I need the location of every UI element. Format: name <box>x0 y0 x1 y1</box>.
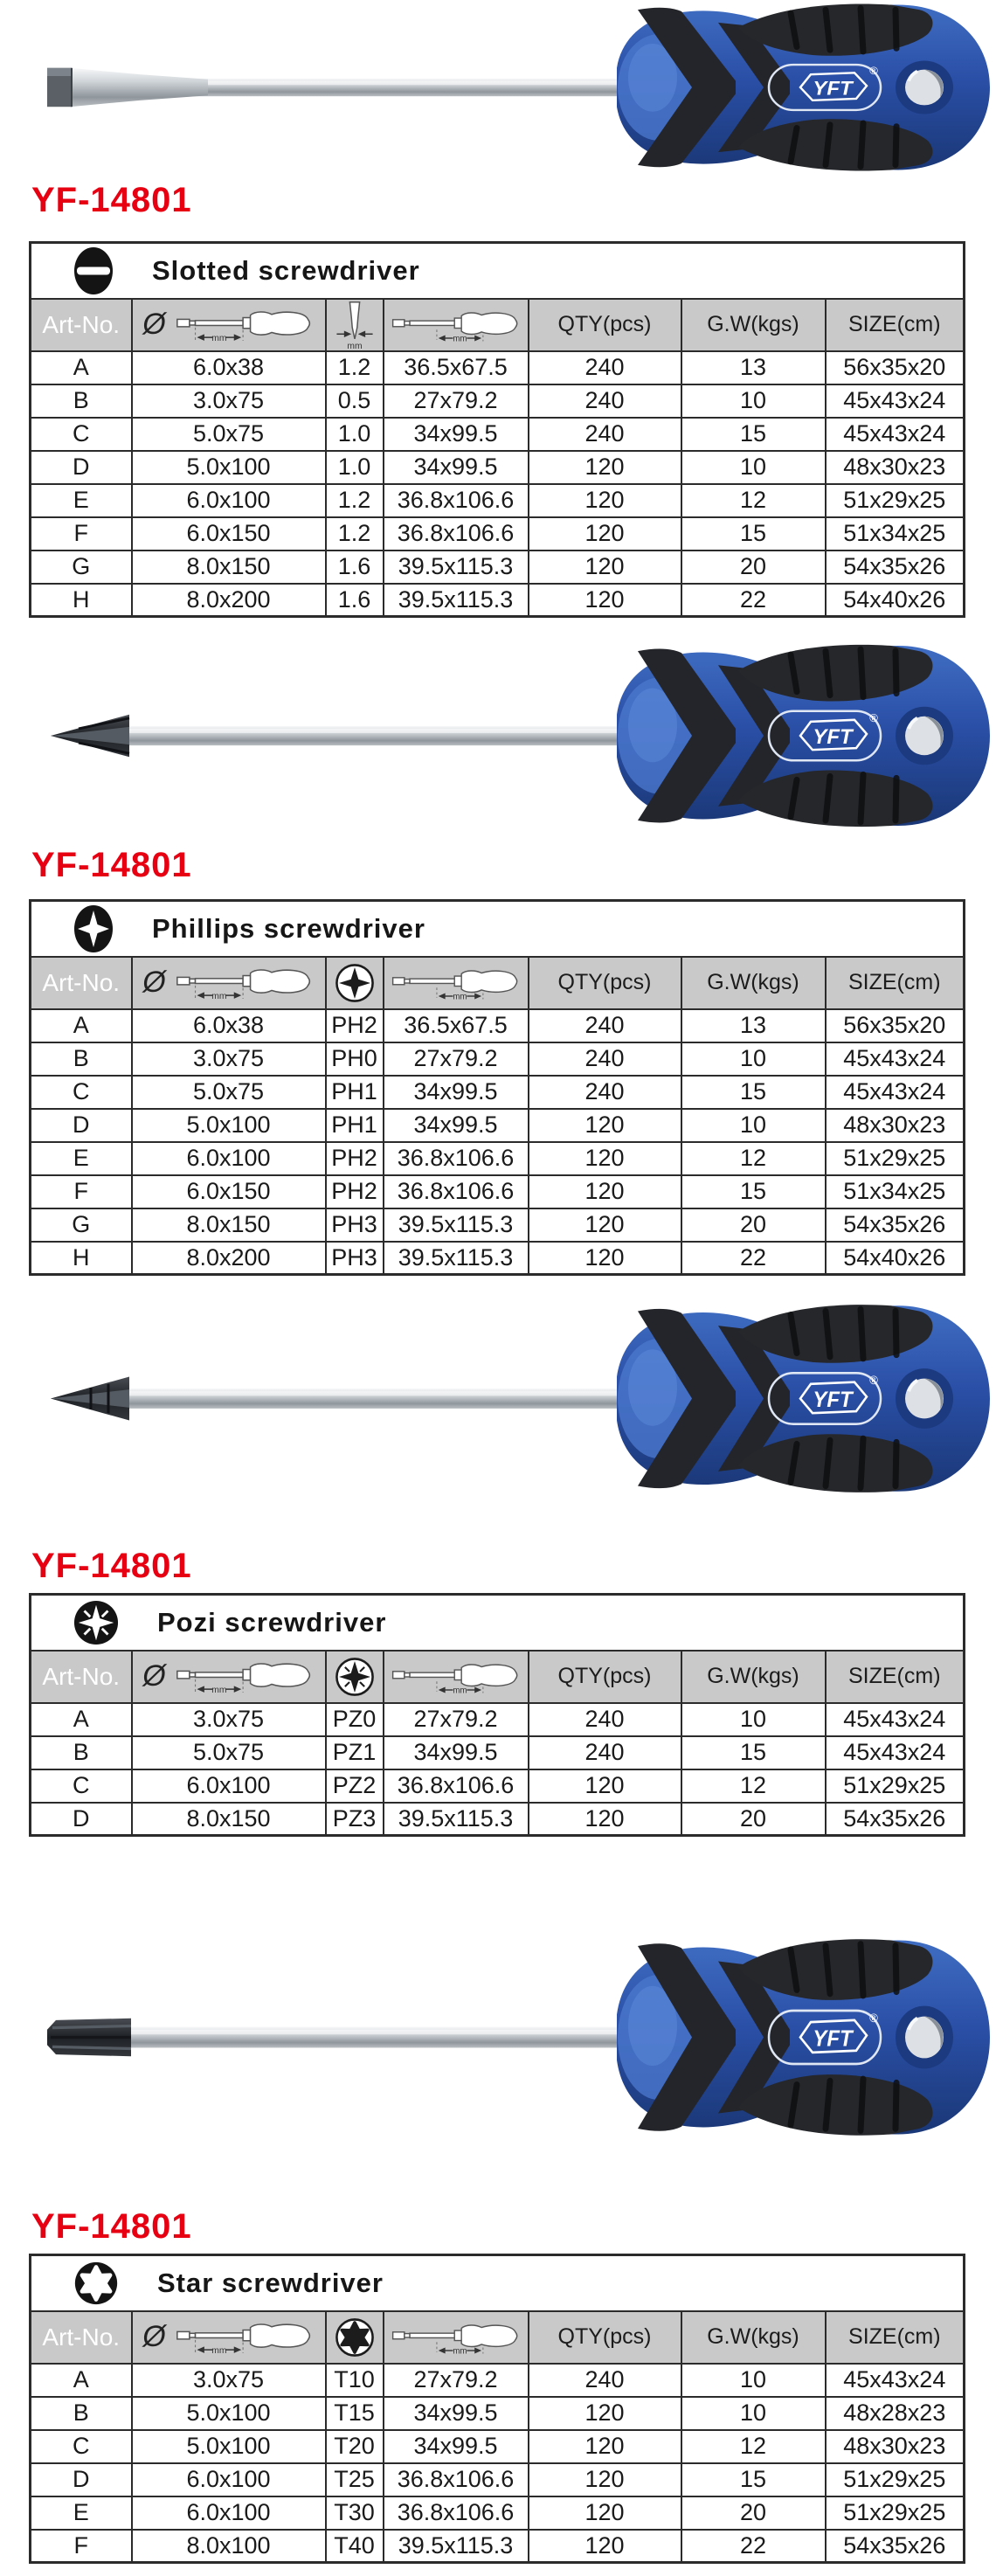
spec-cell: PZ1 <box>326 1736 384 1769</box>
spec-cell: 240 <box>529 1009 681 1042</box>
spec-cell: 34x99.5 <box>384 418 529 451</box>
spec-cell: 36.8x106.6 <box>384 484 529 517</box>
driver-length-icon <box>391 2316 522 2359</box>
spec-cell: 39.5x115.3 <box>384 1803 529 1836</box>
spec-cell: 240 <box>529 1736 681 1769</box>
mm-label: mm <box>452 2346 467 2357</box>
spec-cell: 120 <box>529 1769 681 1803</box>
spec-row <box>31 1109 965 1142</box>
spec-cell: 10 <box>681 384 826 418</box>
spec-cell: 45x43x24 <box>826 384 965 418</box>
spec-cell: C <box>31 1076 132 1109</box>
phillips-screwdriver-image <box>0 641 996 831</box>
col-header-qty: QTY(pcs) <box>529 299 681 351</box>
col-header-qty: QTY(pcs) <box>529 2311 681 2364</box>
spec-cell: 12 <box>681 484 826 517</box>
mm-label: mm <box>211 2345 227 2356</box>
col-header-blade-size <box>384 957 529 1009</box>
spec-row <box>31 2364 965 2397</box>
spec-cell: 48x28x23 <box>826 2397 965 2430</box>
torx-tip-icon <box>334 2316 376 2358</box>
spec-cell: 39.5x115.3 <box>384 584 529 617</box>
spec-cell: 8.0x100 <box>132 2530 326 2563</box>
spec-cell: 10 <box>681 2397 826 2430</box>
spec-cell: 5.0x100 <box>132 451 326 484</box>
col-header-size: SIZE(cm) <box>826 1651 965 1703</box>
spec-cell: PH3 <box>326 1242 384 1275</box>
spec-cell: 5.0x75 <box>132 418 326 451</box>
spec-cell: A <box>31 1703 132 1736</box>
spec-cell: 27x79.2 <box>384 2364 529 2397</box>
col-header-shank-diameter <box>132 2311 326 2364</box>
spec-cell: 120 <box>529 2463 681 2496</box>
spec-cell: E <box>31 2496 132 2530</box>
spec-cell: 56x35x20 <box>826 1009 965 1042</box>
spec-cell: 6.0x38 <box>132 1009 326 1042</box>
spec-cell: 36.8x106.6 <box>384 2463 529 2496</box>
spec-cell: C <box>31 1769 132 1803</box>
table-title: Slotted screwdriver <box>152 254 420 286</box>
spec-table-body <box>31 2364 965 2563</box>
product-code: YF-14801 <box>31 1547 192 1585</box>
product-photo-pozi <box>0 1300 996 1497</box>
spec-cell: 48x30x23 <box>826 451 965 484</box>
col-header-art-no: Art-No. <box>31 1651 132 1703</box>
spec-cell: 120 <box>529 1242 681 1275</box>
product-photo-slotted <box>0 0 996 175</box>
spec-row <box>31 2430 965 2463</box>
spec-cell: H <box>31 1242 132 1275</box>
spec-cell: PZ3 <box>326 1803 384 1836</box>
spec-row <box>31 1803 965 1836</box>
diameter-symbol: Ø <box>142 2320 166 2353</box>
section-slotted <box>0 0 996 618</box>
spec-cell: 120 <box>529 1109 681 1142</box>
spec-cell: 51x29x25 <box>826 1769 965 1803</box>
spec-cell: 48x30x23 <box>826 2430 965 2463</box>
spec-cell: 120 <box>529 551 681 584</box>
spec-row <box>31 2397 965 2430</box>
spec-cell: 20 <box>681 1208 826 1242</box>
spec-cell: 45x43x24 <box>826 418 965 451</box>
section-pozi <box>0 1300 996 1837</box>
spec-cell: PH2 <box>326 1009 384 1042</box>
col-header-size: SIZE(cm) <box>826 2311 965 2364</box>
product-code: YF-14801 <box>31 2207 192 2246</box>
spec-cell: E <box>31 484 132 517</box>
spec-cell: 45x43x24 <box>826 1042 965 1076</box>
spec-cell: 12 <box>681 2430 826 2463</box>
spec-table-body <box>31 1703 965 1836</box>
spec-cell: 10 <box>681 2364 826 2397</box>
spec-row <box>31 1703 965 1736</box>
spec-cell: PH2 <box>326 1142 384 1175</box>
col-header-blade-size <box>384 2311 529 2364</box>
phillips-tip-icon <box>334 962 376 1004</box>
spec-cell: D <box>31 451 132 484</box>
spec-cell: 36.8x106.6 <box>384 1175 529 1208</box>
spec-cell: 13 <box>681 1009 826 1042</box>
spec-cell: 22 <box>681 1242 826 1275</box>
spec-cell: 27x79.2 <box>384 1703 529 1736</box>
spec-cell: 27x79.2 <box>384 384 529 418</box>
spec-row <box>31 1142 965 1175</box>
col-header-tip-slotted <box>326 299 384 351</box>
spec-cell: H <box>31 584 132 617</box>
spec-cell: 240 <box>529 418 681 451</box>
spec-table-phillips <box>29 899 965 1276</box>
spec-cell: 8.0x200 <box>132 1242 326 1275</box>
spec-cell: 6.0x100 <box>132 1769 326 1803</box>
spec-cell: 120 <box>529 2530 681 2563</box>
spec-cell: 15 <box>681 1175 826 1208</box>
spec-cell: 5.0x100 <box>132 1109 326 1142</box>
spec-cell: 51x29x25 <box>826 1142 965 1175</box>
col-header-blade-size <box>384 299 529 351</box>
spec-cell: 10 <box>681 1703 826 1736</box>
spec-cell: T25 <box>326 2463 384 2496</box>
col-header-shank-diameter <box>132 1651 326 1703</box>
spec-cell: PH1 <box>326 1076 384 1109</box>
spec-cell: 3.0x75 <box>132 1042 326 1076</box>
spec-table-body <box>31 1009 965 1275</box>
mm-label: mm <box>346 341 363 350</box>
spec-cell: 15 <box>681 1076 826 1109</box>
col-header-shank-diameter <box>132 957 326 1009</box>
spec-cell: 120 <box>529 517 681 551</box>
spec-cell: 120 <box>529 2430 681 2463</box>
spec-cell: A <box>31 2364 132 2397</box>
spec-cell: 120 <box>529 451 681 484</box>
spec-cell: 36.8x106.6 <box>384 2496 529 2530</box>
spec-cell: PH1 <box>326 1109 384 1142</box>
spec-cell: PZ2 <box>326 1769 384 1803</box>
spec-row <box>31 451 965 484</box>
mm-label: mm <box>452 992 467 1002</box>
spec-cell: PZ0 <box>326 1703 384 1736</box>
spec-row <box>31 517 965 551</box>
spec-cell: 120 <box>529 584 681 617</box>
spec-cell: 240 <box>529 351 681 384</box>
spec-cell: D <box>31 1803 132 1836</box>
spec-cell: 12 <box>681 1769 826 1803</box>
slotted-blade-icon <box>334 300 376 350</box>
col-header-gw: G.W(kgs) <box>681 2311 826 2364</box>
spec-cell: 34x99.5 <box>384 1076 529 1109</box>
spec-cell: 120 <box>529 1142 681 1175</box>
spec-row <box>31 2530 965 2563</box>
spec-row <box>31 551 965 584</box>
col-header-gw: G.W(kgs) <box>681 1651 826 1703</box>
spec-cell: 8.0x200 <box>132 584 326 617</box>
spec-cell: 13 <box>681 351 826 384</box>
spec-cell: 1.2 <box>326 484 384 517</box>
spec-cell: 120 <box>529 2397 681 2430</box>
spec-cell: 36.8x106.6 <box>384 1769 529 1803</box>
spec-row <box>31 484 965 517</box>
spec-cell: 240 <box>529 384 681 418</box>
spec-cell: 6.0x100 <box>132 2496 326 2530</box>
spec-row <box>31 1009 965 1042</box>
shank-length-icon <box>175 303 315 347</box>
spec-cell: C <box>31 418 132 451</box>
spec-cell: B <box>31 1736 132 1769</box>
spec-row <box>31 2496 965 2530</box>
spec-cell: 45x43x24 <box>826 1076 965 1109</box>
spec-cell: 1.0 <box>326 418 384 451</box>
spec-cell: 6.0x150 <box>132 1175 326 1208</box>
mm-label: mm <box>452 334 467 344</box>
spec-cell: 45x43x24 <box>826 1736 965 1769</box>
spec-cell: 39.5x115.3 <box>384 1208 529 1242</box>
mm-label: mm <box>211 1685 227 1695</box>
spec-cell: 48x30x23 <box>826 1109 965 1142</box>
mm-label: mm <box>211 333 227 343</box>
spec-cell: 15 <box>681 2463 826 2496</box>
col-header-tip-pozi <box>326 1651 384 1703</box>
spec-cell: A <box>31 1009 132 1042</box>
col-header-shank-diameter <box>132 299 326 351</box>
spec-table-slotted <box>29 241 965 618</box>
driver-length-icon <box>391 303 522 347</box>
spec-cell: 34x99.5 <box>384 1736 529 1769</box>
spec-cell: 45x43x24 <box>826 2364 965 2397</box>
spec-cell: 51x34x25 <box>826 517 965 551</box>
spec-cell: 27x79.2 <box>384 1042 529 1076</box>
spec-cell: 6.0x100 <box>132 2463 326 2496</box>
spec-cell: 120 <box>529 1803 681 1836</box>
spec-cell: 10 <box>681 451 826 484</box>
spec-cell: F <box>31 1175 132 1208</box>
spec-cell: 54x35x26 <box>826 1208 965 1242</box>
spec-cell: 240 <box>529 1703 681 1736</box>
spec-cell: T15 <box>326 2397 384 2430</box>
spec-cell: 1.2 <box>326 517 384 551</box>
spec-cell: E <box>31 1142 132 1175</box>
spec-cell: 12 <box>681 1142 826 1175</box>
col-header-tip-phillips <box>326 957 384 1009</box>
spec-cell: T40 <box>326 2530 384 2563</box>
slotted-screwdriver-image <box>0 0 996 175</box>
spec-cell: 1.0 <box>326 451 384 484</box>
shank-length-icon <box>175 1655 315 1699</box>
product-code: YF-14801 <box>31 181 192 219</box>
spec-cell: 54x35x26 <box>826 1803 965 1836</box>
spec-row <box>31 1242 965 1275</box>
spec-cell: 8.0x150 <box>132 551 326 584</box>
driver-length-icon <box>391 1655 522 1699</box>
spec-cell: 1.2 <box>326 351 384 384</box>
spec-cell: 54x40x26 <box>826 1242 965 1275</box>
spec-row <box>31 418 965 451</box>
col-header-size: SIZE(cm) <box>826 957 965 1009</box>
torx-screw-icon <box>73 2260 119 2307</box>
col-header-size: SIZE(cm) <box>826 299 965 351</box>
spec-row <box>31 384 965 418</box>
spec-cell: 34x99.5 <box>384 2430 529 2463</box>
spec-row <box>31 1769 965 1803</box>
spec-cell: 1.6 <box>326 584 384 617</box>
spec-table-body <box>31 351 965 617</box>
spec-cell: B <box>31 2397 132 2430</box>
col-header-qty: QTY(pcs) <box>529 957 681 1009</box>
spec-cell: D <box>31 2463 132 2496</box>
section-phillips <box>0 641 996 1276</box>
spec-cell: 120 <box>529 484 681 517</box>
col-header-blade-size <box>384 1651 529 1703</box>
spec-cell: B <box>31 1042 132 1076</box>
spec-cell: A <box>31 351 132 384</box>
spec-cell: F <box>31 2530 132 2563</box>
spec-cell: 10 <box>681 1109 826 1142</box>
spec-cell: 54x35x26 <box>826 2530 965 2563</box>
col-header-gw: G.W(kgs) <box>681 957 826 1009</box>
spec-cell: 5.0x75 <box>132 1076 326 1109</box>
spec-cell: 20 <box>681 1803 826 1836</box>
spec-cell: 120 <box>529 2496 681 2530</box>
spec-cell: 36.8x106.6 <box>384 517 529 551</box>
spec-cell: D <box>31 1109 132 1142</box>
spec-cell: 51x29x25 <box>826 2463 965 2496</box>
star-screwdriver-image <box>0 1935 996 2140</box>
spec-cell: PH3 <box>326 1208 384 1242</box>
spec-cell: 34x99.5 <box>384 2397 529 2430</box>
spec-cell: 36.5x67.5 <box>384 351 529 384</box>
spec-cell: 15 <box>681 1736 826 1769</box>
table-title: Phillips screwdriver <box>152 912 425 944</box>
spec-row <box>31 351 965 384</box>
spec-cell: 8.0x150 <box>132 1208 326 1242</box>
spec-cell: 15 <box>681 418 826 451</box>
pozi-screw-icon <box>73 1599 119 1646</box>
spec-cell: F <box>31 517 132 551</box>
spec-cell: 20 <box>681 551 826 584</box>
spec-cell: G <box>31 551 132 584</box>
diameter-symbol: Ø <box>142 966 166 999</box>
shank-length-icon <box>175 2316 315 2359</box>
phillips-screw-icon <box>73 904 114 953</box>
spec-cell: 5.0x100 <box>132 2430 326 2463</box>
spec-cell: T20 <box>326 2430 384 2463</box>
section-star <box>0 1935 996 2564</box>
pozi-screwdriver-image <box>0 1300 996 1497</box>
spec-row <box>31 1736 965 1769</box>
spec-cell: T10 <box>326 2364 384 2397</box>
diameter-symbol: Ø <box>142 308 166 341</box>
shank-length-icon <box>175 961 315 1005</box>
spec-cell: 5.0x75 <box>132 1736 326 1769</box>
col-header-art-no: Art-No. <box>31 299 132 351</box>
spec-cell: 54x35x26 <box>826 551 965 584</box>
spec-cell: 0.5 <box>326 384 384 418</box>
spec-cell: B <box>31 384 132 418</box>
mm-label: mm <box>452 1686 467 1696</box>
spec-row <box>31 1076 965 1109</box>
mm-label: mm <box>211 991 227 1001</box>
spec-cell: PH0 <box>326 1042 384 1076</box>
spec-table-pozi <box>29 1593 965 1837</box>
spec-cell: 8.0x150 <box>132 1803 326 1836</box>
pozi-tip-icon <box>334 1656 376 1698</box>
spec-cell: 22 <box>681 2530 826 2563</box>
product-photo-phillips <box>0 641 996 831</box>
spec-cell: 5.0x100 <box>132 2397 326 2430</box>
col-header-art-no: Art-No. <box>31 2311 132 2364</box>
spec-row <box>31 2463 965 2496</box>
spec-cell: 240 <box>529 2364 681 2397</box>
spec-cell: 36.8x106.6 <box>384 1142 529 1175</box>
spec-cell: 6.0x38 <box>132 351 326 384</box>
spec-cell: 3.0x75 <box>132 1703 326 1736</box>
driver-length-icon <box>391 961 522 1005</box>
spec-cell: 6.0x100 <box>132 484 326 517</box>
spec-table-star <box>29 2254 965 2564</box>
spec-cell: 10 <box>681 1042 826 1076</box>
col-header-art-no: Art-No. <box>31 957 132 1009</box>
spec-cell: 120 <box>529 1208 681 1242</box>
table-title: Star screwdriver <box>157 2267 384 2298</box>
spec-cell: 120 <box>529 1175 681 1208</box>
spec-cell: 51x34x25 <box>826 1175 965 1208</box>
spec-cell: 45x43x24 <box>826 1703 965 1736</box>
col-header-tip-torx <box>326 2311 384 2364</box>
spec-cell: T30 <box>326 2496 384 2530</box>
col-header-gw: G.W(kgs) <box>681 299 826 351</box>
spec-cell: 240 <box>529 1042 681 1076</box>
spec-cell: 22 <box>681 584 826 617</box>
spec-cell: 15 <box>681 517 826 551</box>
diameter-symbol: Ø <box>142 1659 166 1693</box>
spec-cell: G <box>31 1208 132 1242</box>
table-title: Pozi screwdriver <box>157 1606 387 1638</box>
slotted-screw-icon <box>73 246 114 295</box>
spec-cell: 39.5x115.3 <box>384 2530 529 2563</box>
spec-cell: 39.5x115.3 <box>384 1242 529 1275</box>
spec-cell: 20 <box>681 2496 826 2530</box>
spec-row <box>31 584 965 617</box>
spec-cell: C <box>31 2430 132 2463</box>
spec-cell: 34x99.5 <box>384 451 529 484</box>
spec-cell: 1.6 <box>326 551 384 584</box>
col-header-qty: QTY(pcs) <box>529 1651 681 1703</box>
spec-cell: 34x99.5 <box>384 1109 529 1142</box>
spec-cell: 6.0x150 <box>132 517 326 551</box>
spec-row <box>31 1175 965 1208</box>
spec-cell: 36.5x67.5 <box>384 1009 529 1042</box>
spec-cell: 3.0x75 <box>132 2364 326 2397</box>
product-photo-star <box>0 1935 996 2140</box>
spec-cell: 240 <box>529 1076 681 1109</box>
spec-cell: 3.0x75 <box>132 384 326 418</box>
spec-cell: 6.0x100 <box>132 1142 326 1175</box>
spec-cell: 51x29x25 <box>826 2496 965 2530</box>
product-code: YF-14801 <box>31 846 192 884</box>
spec-cell: 39.5x115.3 <box>384 551 529 584</box>
spec-cell: 54x40x26 <box>826 584 965 617</box>
spec-row <box>31 1042 965 1076</box>
spec-cell: 51x29x25 <box>826 484 965 517</box>
spec-cell: PH2 <box>326 1175 384 1208</box>
spec-cell: 56x35x20 <box>826 351 965 384</box>
spec-row <box>31 1208 965 1242</box>
